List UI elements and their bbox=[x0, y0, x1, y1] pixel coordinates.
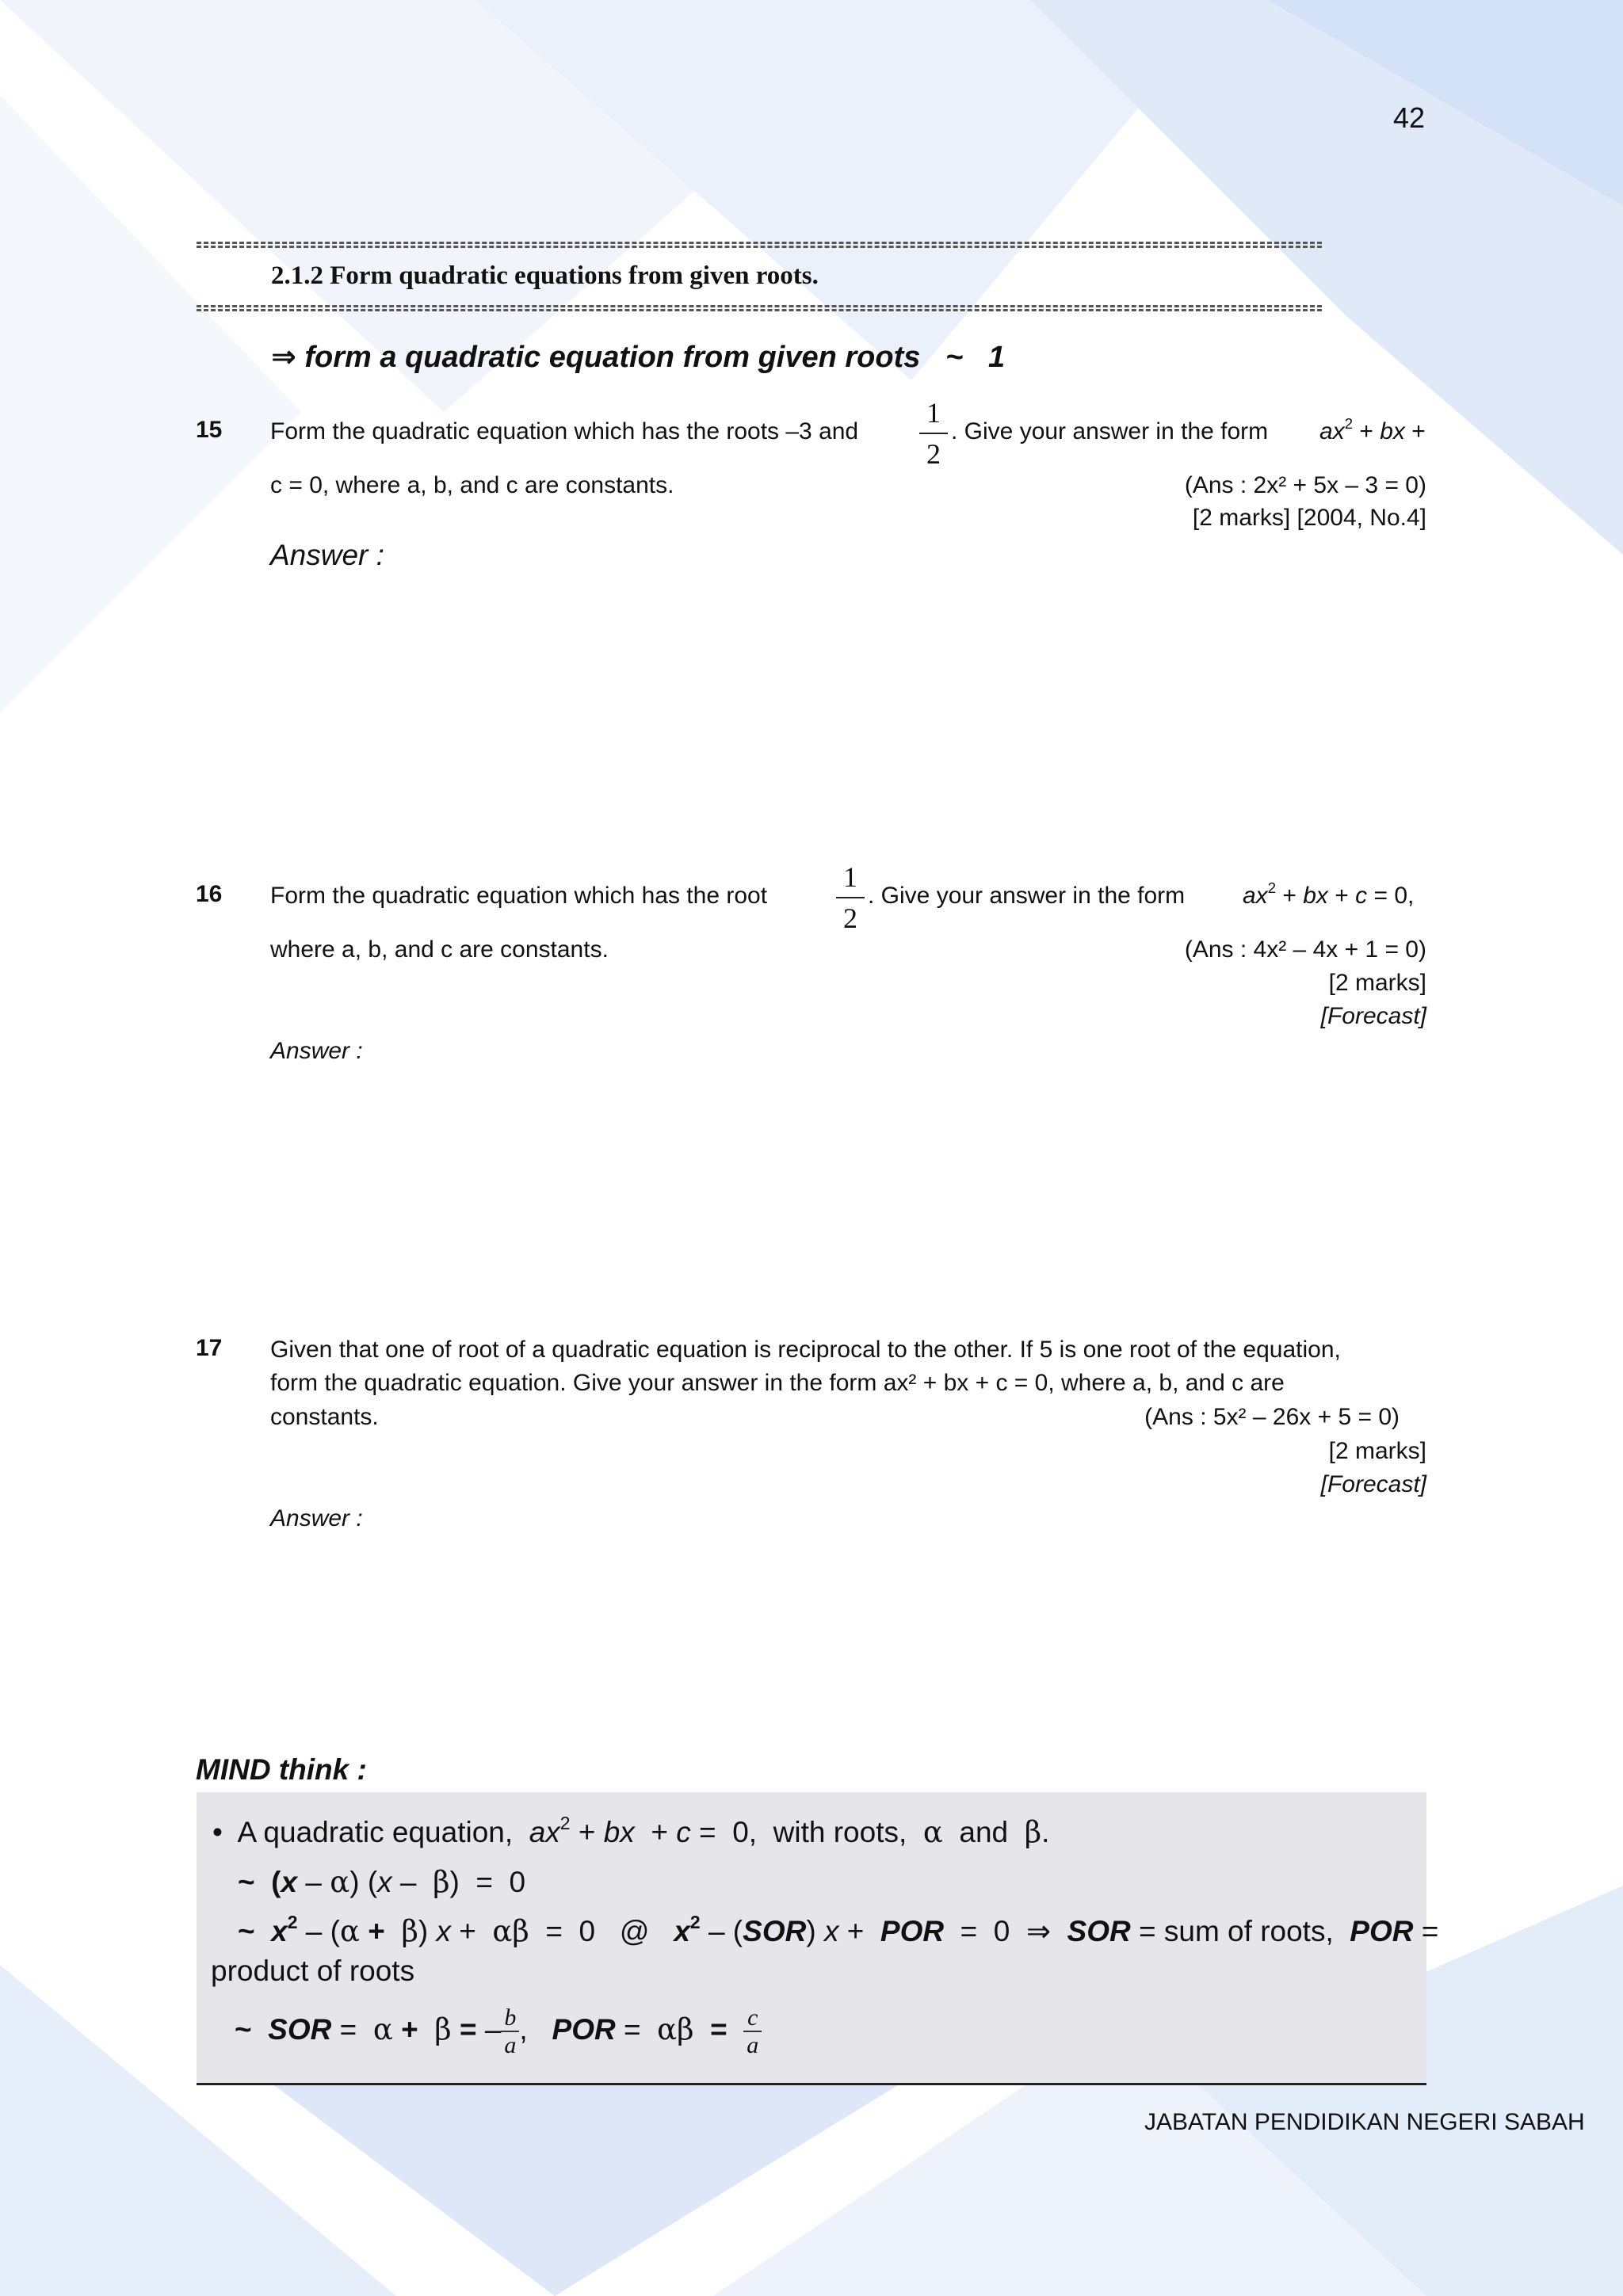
mind-line-4: product of roots bbox=[211, 1955, 415, 1987]
mind-line-2: ~ (x – α) (x – β) = 0 bbox=[238, 1865, 526, 1899]
mind-line-5: ~ SOR = α + β = – $\frac{b}{a}$ , POR = αβ = $\frac{c}{a}$ bbox=[235, 2004, 762, 2058]
fraction-c-over-a: $\frac{c}{a}$ bbox=[743, 2004, 762, 2058]
page-number: 42 bbox=[1393, 101, 1426, 134]
question-16-fraction bbox=[834, 860, 866, 935]
mind-and: and bbox=[959, 1816, 1009, 1848]
topic-tilde: ~ bbox=[945, 341, 964, 374]
question-15-text-line2: c = 0, where a, b, and c are constants. bbox=[270, 472, 674, 498]
question-17-marks: [2 marks] bbox=[1328, 1438, 1426, 1464]
topic-text: form a quadratic equation from given roots bbox=[304, 341, 921, 374]
question-16-answer-label: Answer : bbox=[270, 1038, 363, 1064]
implies-arrow-icon: ⇒ bbox=[271, 341, 296, 374]
topic-heading bbox=[271, 339, 1005, 375]
mind-line-3: ~ $x^2 - (\alpha + \beta) x + \alpha\beta = 0$ @ $x^2 - (SOR) x$ + POR = 0 ⇒ SOR = sum of roots, POR = bbox=[238, 1911, 1439, 1948]
question-17-answer-label: Answer : bbox=[270, 1505, 363, 1531]
question-17-number: 17 bbox=[196, 1335, 223, 1361]
question-16-text-a: Form the quadratic equation which has the root bbox=[270, 883, 768, 909]
divider-bottom bbox=[197, 305, 1322, 311]
fraction-denominator: 2 bbox=[926, 438, 941, 470]
question-15-marks: [2 marks] [2004, No.4] bbox=[1192, 505, 1426, 531]
question-16-marks: [2 marks] bbox=[1328, 970, 1426, 996]
question-15-answer-label: Answer : bbox=[270, 539, 384, 571]
question-16-text-b: . Give your answer in the form bbox=[868, 883, 1186, 909]
question-16-answer-key: (Ans : 4x² – 4x + 1 = 0) bbox=[1184, 936, 1426, 963]
footer-text: JABATAN PENDIDIKAN NEGERI SABAH bbox=[1144, 2109, 1585, 2135]
mind-por-equals: = bbox=[1421, 1915, 1439, 1947]
question-17-text-line1: Given that one of root of a quadratic equation is reciprocal to the other. If 5 is one root of the equation, bbox=[270, 1337, 1341, 1363]
fraction-numerator: 1 bbox=[843, 861, 857, 893]
mind-bullet-text: A quadratic equation, bbox=[237, 1816, 514, 1848]
question-15-number: 15 bbox=[196, 417, 223, 443]
question-16-source: [Forecast] bbox=[1320, 1003, 1426, 1029]
question-15-fraction bbox=[918, 396, 949, 471]
question-16-form: $ax^2$ + bx + c = 0, bbox=[1243, 879, 1415, 909]
question-17-text-line2: form the quadratic equation. Give your answer in the form ax² + bx + c = 0, where a, b, and c are bbox=[270, 1370, 1285, 1396]
question-15-form: $ax^2$ + bx + bbox=[1319, 414, 1426, 444]
question-17-text-line3: constants. bbox=[270, 1404, 379, 1430]
topic-level: 1 bbox=[987, 341, 1006, 374]
mind-with-roots: with roots, bbox=[773, 1816, 907, 1848]
fraction-minus-b-over-a: $\frac{b}{a}$ bbox=[501, 2004, 519, 2058]
fraction-numerator: 1 bbox=[926, 397, 941, 429]
mind-think-title: MIND think : bbox=[196, 1753, 367, 1786]
question-15-text-a: Form the quadratic equation which has the roots –3 and bbox=[270, 418, 859, 444]
question-17-answer-key: (Ans : 5x² – 26x + 5 = 0) bbox=[1144, 1404, 1400, 1430]
mind-sum-of-roots: = sum of roots, bbox=[1138, 1915, 1334, 1947]
fraction-denominator: 2 bbox=[843, 902, 857, 934]
question-16-number: 16 bbox=[196, 881, 223, 907]
section-heading: 2.1.2 Form quadratic equations from given roots. bbox=[271, 261, 819, 290]
question-16-text-line2: where a, b, and c are constants. bbox=[270, 936, 609, 963]
divider-top bbox=[197, 242, 1322, 248]
question-17-source: [Forecast] bbox=[1320, 1471, 1426, 1497]
question-15-text-b: . Give your answer in the form bbox=[951, 418, 1269, 444]
bullet-icon: • bbox=[212, 1816, 223, 1848]
mind-line-1: • A quadratic equation, $ax^2$ + bx + c = 0, with roots, α and β. bbox=[212, 1812, 1050, 1849]
question-15-answer-key: (Ans : 2x² + 5x – 3 = 0) bbox=[1184, 472, 1426, 498]
